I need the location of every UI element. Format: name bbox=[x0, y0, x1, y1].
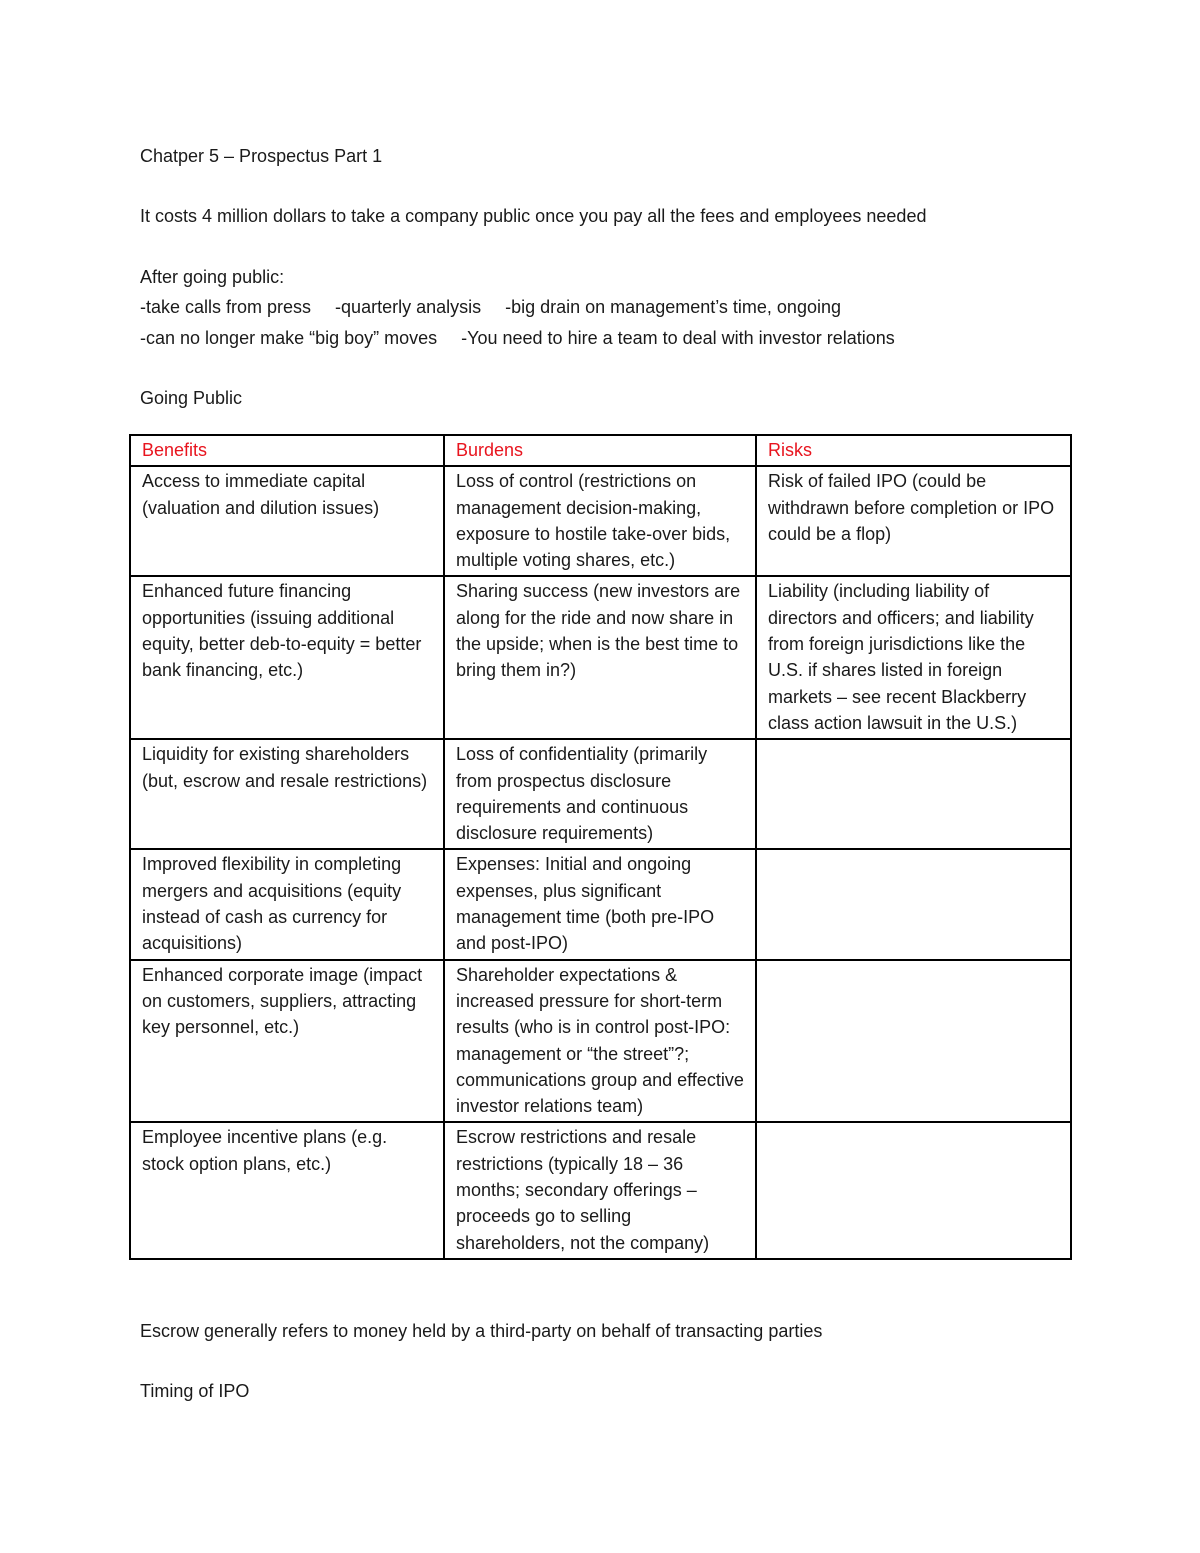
burden-cell: Expenses: Initial and ongoing expenses, plus significant management time (both pre-IPO and post-IPO) bbox=[444, 849, 756, 959]
risk-cell bbox=[756, 849, 1071, 959]
after-going-public-line-2 bbox=[140, 326, 895, 350]
page-title: Chatper 5 – Prospectus Part 1 bbox=[140, 146, 383, 166]
benefit-cell: Access to immediate capital (valuation and dilution issues) bbox=[130, 466, 444, 576]
table-row bbox=[130, 960, 1071, 1123]
header-burdens: Burdens bbox=[444, 435, 756, 466]
going-public-heading: Going Public bbox=[140, 388, 243, 408]
risk-cell bbox=[756, 1122, 1071, 1258]
note-item: -quarterly analysis bbox=[335, 297, 482, 317]
risk-cell bbox=[756, 739, 1071, 849]
risk-cell bbox=[756, 960, 1071, 1123]
note-item: -can no longer make “big boy” moves bbox=[140, 328, 438, 348]
burden-cell: Shareholder expectations & increased pressure for short-term results (who is in control post-IPO: management or “the street”?; communications group and effective investor relations team) bbox=[444, 960, 756, 1123]
burden-cell: Escrow restrictions and resale restrictions (typically 18 – 36 months; secondary offerings – proceeds go to selling shareholders, not the company) bbox=[444, 1122, 756, 1258]
benefit-cell: Liquidity for existing shareholders (but, escrow and resale restrictions) bbox=[130, 739, 444, 849]
table-row bbox=[130, 1122, 1071, 1258]
table-row bbox=[130, 576, 1071, 739]
table-row bbox=[130, 849, 1071, 959]
note-item: -take calls from press bbox=[140, 297, 312, 317]
benefit-cell: Enhanced corporate image (impact on customers, suppliers, attracting key personnel, etc.) bbox=[130, 960, 444, 1123]
risk-cell: Liability (including liability of directors and officers; and liability from foreign jurisdictions like the U.S. if shares listed in foreign markets – see recent Blackberry class action lawsuit in the U.S.) bbox=[756, 576, 1071, 739]
table-header-row bbox=[130, 435, 1071, 466]
burden-cell: Sharing success (new investors are along for the ride and now share in the upside; when is the best time to bring them in?) bbox=[444, 576, 756, 739]
escrow-note: Escrow generally refers to money held by a third-party on behalf of transacting parties bbox=[140, 1321, 823, 1341]
note-item: -big drain on management’s time, ongoing bbox=[505, 297, 841, 317]
risk-cell: Risk of failed IPO (could be withdrawn before completion or IPO could be a flop) bbox=[756, 466, 1071, 576]
going-public-table bbox=[129, 434, 1072, 1260]
benefit-cell: Enhanced future financing opportunities (issuing additional equity, better deb-to-equity = better bank financing, etc.) bbox=[130, 576, 444, 739]
burden-cell: Loss of confidentiality (primarily from prospectus disclosure requirements and continuous disclosure requirements) bbox=[444, 739, 756, 849]
after-going-public-line-1 bbox=[140, 295, 841, 319]
after-going-public-heading: After going public: bbox=[140, 267, 285, 287]
header-risks: Risks bbox=[756, 435, 1071, 466]
note-item: -You need to hire a team to deal with investor relations bbox=[461, 328, 895, 348]
intro-paragraph: It costs 4 million dollars to take a company public once you pay all the fees and employees needed bbox=[140, 206, 927, 226]
table-row bbox=[130, 466, 1071, 576]
benefit-cell: Employee incentive plans (e.g. stock option plans, etc.) bbox=[130, 1122, 444, 1258]
benefit-cell: Improved flexibility in completing mergers and acquisitions (equity instead of cash as currency for acquisitions) bbox=[130, 849, 444, 959]
table-row bbox=[130, 739, 1071, 849]
header-benefits: Benefits bbox=[130, 435, 444, 466]
burden-cell: Loss of control (restrictions on management decision-making, exposure to hostile take-over bids, multiple voting shares, etc.) bbox=[444, 466, 756, 576]
timing-heading: Timing of IPO bbox=[140, 1381, 250, 1401]
